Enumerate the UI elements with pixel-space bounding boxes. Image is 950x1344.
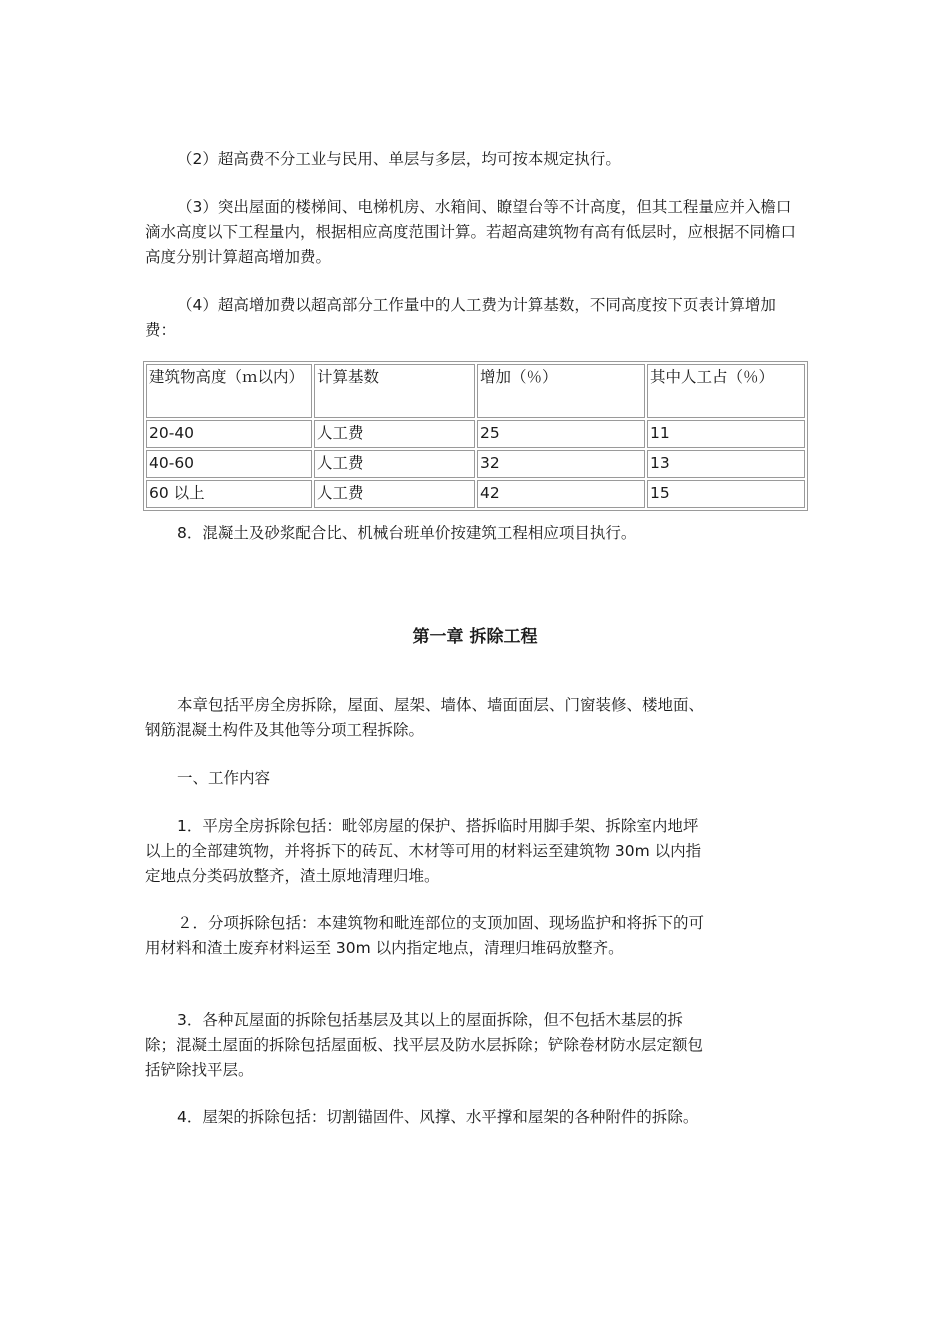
chapter-intro: 本章包括平房全房拆除，屋面、屋架、墙体、墙面面层、门窗装修、楼地面、钢筋混凝土构件及其他等分项工程拆除。 [145, 696, 705, 739]
item-8: 8．混凝土及砂浆配合比、机械台班单价按建筑工程相应项目执行。 [177, 524, 637, 542]
table-cell: 42 [477, 480, 645, 508]
list-item-4: 4．屋架的拆除包括：切割锚固件、风撑、水平撑和屋架的各种附件的拆除。 [177, 1108, 699, 1126]
list-item-2: ２．分项拆除包括：本建筑物和毗连部位的支顶加固、现场监护和将拆下的可用材料和渣土废弃材料运至 30m 以内指定地点，清理归堆码放整齐。 [145, 914, 705, 957]
table-cell: 20-40 [146, 420, 312, 448]
table-cell: 32 [477, 450, 645, 478]
surcharge-table [143, 361, 808, 511]
table-cell: 25 [477, 420, 645, 448]
table-header-cell: 计算基数 [314, 364, 475, 418]
section-heading: 一、工作内容 [177, 769, 271, 787]
table-cell: 人工费 [314, 420, 475, 448]
table-cell: 40-60 [146, 450, 312, 478]
table-row [146, 420, 805, 448]
table-header-row [146, 364, 805, 418]
list-item-3: 3．各种瓦屋面的拆除包括基层及其以上的屋面拆除，但不包括木基层的拆除；混凝土屋面的拆除包括屋面板、找平层及防水层拆除；铲除卷材防水层定额包括铲除找平层。 [145, 1011, 704, 1079]
paragraph-2: （2）超高费不分工业与民用、单层与多层，均可按本规定执行。 [177, 150, 621, 168]
table-cell: 人工费 [314, 480, 475, 508]
paragraph-4: （4）超高增加费以超高部分工作量中的人工费为计算基数，不同高度按下页表计算增加费： [145, 296, 776, 339]
table-cell: 60 以上 [146, 480, 312, 508]
table-cell: 11 [647, 420, 805, 448]
table-header-cell: 建筑物高度（ｍ以内） [146, 364, 312, 418]
paragraph-3: （3）突出屋面的楼梯间、电梯机房、水箱间、瞭望台等不计高度，但其工程量应并入檐口滴水高度以下工程量内，根据相应高度范围计算。若超高建筑物有高有低层时，应根据不同檐口高度分别计算超高增加费。 [145, 198, 797, 266]
table-cell: 人工费 [314, 450, 475, 478]
list-item-1: 1．平房全房拆除包括：毗邻房屋的保护、搭拆临时用脚手架、拆除室内地坪以上的全部建筑物，并将拆下的砖瓦、木材等可用的材料运至建筑物 30m 以内指定地点分类码放整齐，渣土原地清理归堆。 [145, 817, 702, 885]
table-row [146, 480, 805, 508]
table-row [146, 450, 805, 478]
table-cell: 13 [647, 450, 805, 478]
table-cell: 15 [647, 480, 805, 508]
table-header-cell: 增加（％） [477, 364, 645, 418]
chapter-title: 第一章 拆除工程 [412, 627, 538, 647]
table-header-cell: 其中人工占（％） [647, 364, 805, 418]
